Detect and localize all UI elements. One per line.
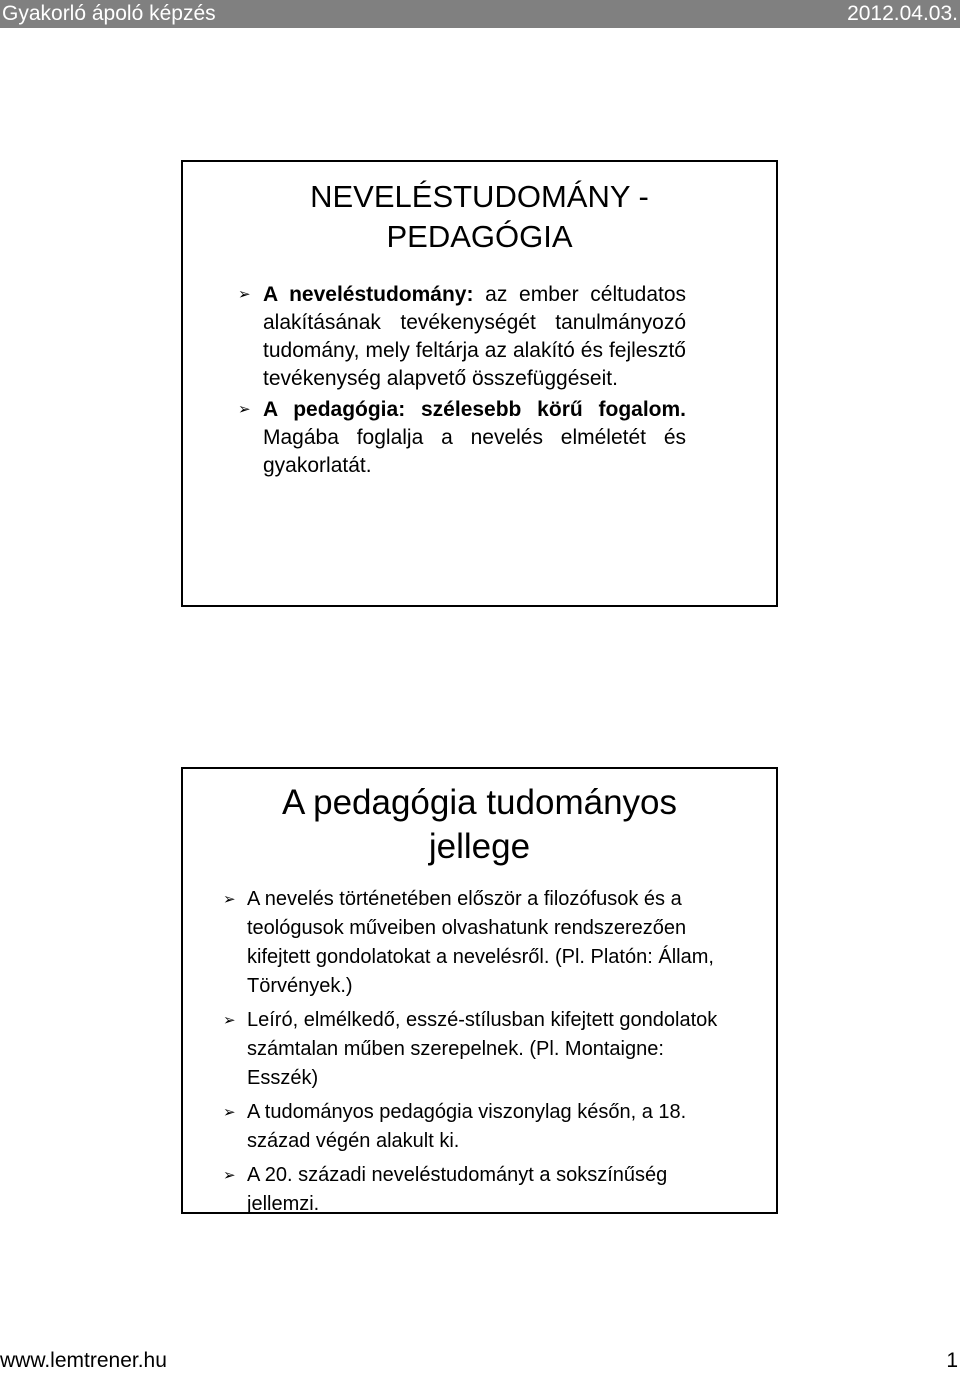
slide2-bullet-text: A tudományos pedagógia viszonylag későn, a 18. század végén alakult ki.	[247, 1101, 687, 1152]
footer-url: www.lemtrener.hu	[0, 1349, 167, 1372]
footer-page-number: 1	[946, 1349, 958, 1372]
arrow-bullet-icon: ➢	[223, 1104, 236, 1121]
slide2-bullet-item	[223, 1006, 726, 1093]
slide2-bullet-item	[223, 885, 726, 1001]
slide1-bullet-item	[238, 281, 686, 393]
page-header	[0, 0, 960, 28]
slide2-bullet-item	[223, 1098, 726, 1156]
arrow-bullet-icon: ➢	[238, 401, 251, 418]
slide1-bullet-text: az ember céltudatos alakításának tevékenységét tanulmányozó tudomány, mely feltárja az alakító és fejlesztő tevékenység alapvető összefüggéseit.	[263, 283, 687, 390]
slide1-title	[183, 162, 776, 257]
slide2-title-line2: jellege	[428, 827, 531, 866]
slide1-bullet-bold: A neveléstudomány:	[263, 283, 474, 306]
slide-neveles-pedagogia	[181, 160, 778, 607]
arrow-bullet-icon: ➢	[238, 286, 251, 303]
slide1-bullet-item	[238, 396, 686, 480]
slide2-title	[183, 769, 776, 869]
slide2-bullet-text: A 20. századi neveléstudományt a sokszínűség jellemzi.	[247, 1164, 668, 1215]
slide1-bullet-bold: A pedagógia: szélesebb körű fogalom.	[263, 398, 686, 421]
slide1-bullet-text: Magába foglalja a nevelés elméletét és gyakorlatát.	[263, 426, 686, 477]
slide2-bullet-item	[223, 1161, 726, 1219]
slide2-bullet-list	[183, 885, 776, 1219]
slide2-bullet-text: Leíró, elmélkedő, esszé-stílusban kifejtett gondolatok számtalan műben szerepelnek. (Pl. Montaigne: Esszék)	[247, 1009, 718, 1089]
header-title: Gyakorló ápoló képzés	[2, 2, 216, 25]
arrow-bullet-icon: ➢	[223, 891, 236, 908]
slide1-bullet-list	[183, 281, 776, 480]
slide1-title-line1: NEVELÉSTUDOMÁNY -	[310, 179, 649, 214]
arrow-bullet-icon: ➢	[223, 1012, 236, 1029]
slide-pedagogia-tudomanyos-jellege	[181, 767, 778, 1214]
arrow-bullet-icon: ➢	[223, 1167, 236, 1184]
slide2-bullet-text: A nevelés történetében először a filozófusok és a teológusok műveiben olvashatunk rendszerezően kifejtett gondolatokat a nevelésről. (Pl. Platón: Állam, Törvények.)	[247, 888, 714, 997]
slide2-title-line1: A pedagógia tudományos	[281, 783, 678, 822]
header-date: 2012.04.03.	[847, 2, 958, 25]
slide1-title-line2: PEDAGÓGIA	[386, 219, 573, 254]
